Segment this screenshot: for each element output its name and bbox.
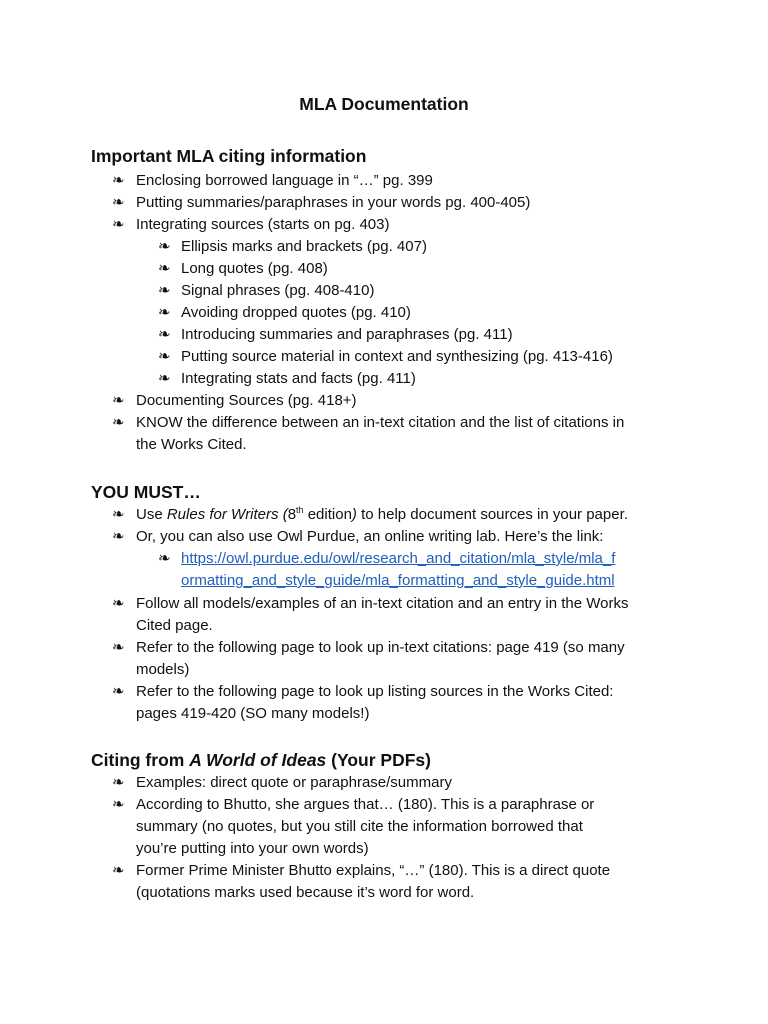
list-item-continuation: (quotations marks used because it’s word for word. — [136, 884, 475, 901]
sub-list-item: Putting source material in context and synthesizing (pg. 413-416) — [181, 348, 613, 365]
bullet-icon: ❧ — [112, 796, 125, 813]
sub-list-item: Ellipsis marks and brackets (pg. 407) — [181, 238, 427, 255]
list-item: Putting summaries/paraphrases in your words pg. 400-405) — [136, 194, 531, 211]
section-heading-citing: Citing from A World of Ideas (Your PDFs) — [91, 750, 431, 770]
owl-purdue-link[interactable]: https://owl.purdue.edu/owl/research_and_citation/mla_style/mla_f — [181, 550, 616, 567]
bullet-icon: ❧ — [112, 639, 125, 656]
list-item: Refer to the following page to look up in-text citations: page 419 (so many — [136, 639, 625, 656]
list-item: Follow all models/examples of an in-text citation and an entry in the Works — [136, 595, 629, 612]
bullet-icon: ❧ — [112, 862, 125, 879]
list-item: According to Bhutto, she argues that… (180). This is a paraphrase or — [136, 796, 595, 813]
book-title: A World of Ideas — [189, 750, 327, 770]
list-item-continuation: the Works Cited. — [136, 436, 247, 453]
bullet-icon: ❧ — [112, 172, 125, 189]
bullet-icon: ❧ — [112, 392, 125, 409]
list-item: Refer to the following page to look up listing sources in the Works Cited: — [136, 683, 614, 700]
list-item: KNOW the difference between an in-text citation and the list of citations in — [136, 414, 625, 431]
bullet-icon: ❧ — [112, 774, 125, 791]
list-item: Integrating sources (starts on pg. 403) — [136, 216, 390, 233]
sub-bullet-icon: ❧ — [158, 326, 171, 343]
sub-bullet-icon: ❧ — [158, 260, 171, 277]
bullet-icon: ❧ — [112, 194, 125, 211]
sub-list-item: Signal phrases (pg. 408-410) — [181, 282, 375, 299]
sub-bullet-icon: ❧ — [158, 238, 171, 255]
list-item-continuation: Cited page. — [136, 617, 213, 634]
list-item: Documenting Sources (pg. 418+) — [136, 392, 357, 409]
list-item: Examples: direct quote or paraphrase/summary — [136, 774, 452, 791]
sub-list-item: Integrating stats and facts (pg. 411) — [181, 370, 416, 387]
bullet-icon: ❧ — [112, 506, 125, 523]
sub-bullet-icon: ❧ — [158, 348, 171, 365]
bullet-icon: ❧ — [112, 595, 125, 612]
sub-bullet-icon: ❧ — [158, 370, 171, 387]
bullet-icon: ❧ — [112, 528, 125, 545]
sub-list-item: Avoiding dropped quotes (pg. 410) — [181, 304, 411, 321]
page-title: MLA Documentation — [299, 94, 469, 114]
book-title: Rules for Writers ( — [166, 506, 288, 523]
list-item: Or, you can also use Owl Purdue, an online writing lab. Here’s the link: — [136, 528, 604, 545]
list-item: Former Prime Minister Bhutto explains, “…” (180). This is a direct quote — [136, 862, 611, 879]
list-item-continuation: models) — [136, 661, 190, 678]
owl-purdue-link-continuation[interactable]: ormatting_and_style_guide/mla_formatting_and_style_guide.html — [181, 572, 615, 589]
bullet-icon: ❧ — [112, 683, 125, 700]
list-item-continuation: pages 419-420 (SO many models!) — [136, 705, 370, 722]
list-item: Enclosing borrowed language in “…” pg. 399 — [136, 172, 433, 189]
bullet-icon: ❧ — [112, 414, 125, 431]
sub-bullet-icon: ❧ — [158, 304, 171, 321]
sub-bullet-icon: ❧ — [158, 550, 171, 567]
list-item-use-rules: Use Rules for Writers (8th edition) to help document sources in your paper. — [136, 505, 628, 523]
bullet-icon: ❧ — [112, 216, 125, 233]
list-item-continuation: you’re putting into your own words) — [136, 840, 369, 857]
sub-bullet-icon: ❧ — [158, 282, 171, 299]
section-heading-you-must: YOU MUST… — [91, 482, 201, 502]
sub-list-item: Long quotes (pg. 408) — [181, 260, 328, 277]
sub-list-item: Introducing summaries and paraphrases (pg. 411) — [181, 326, 513, 343]
list-item-continuation: summary (no quotes, but you still cite the information borrowed that — [136, 818, 583, 835]
section-heading-important: Important MLA citing information — [91, 146, 367, 166]
